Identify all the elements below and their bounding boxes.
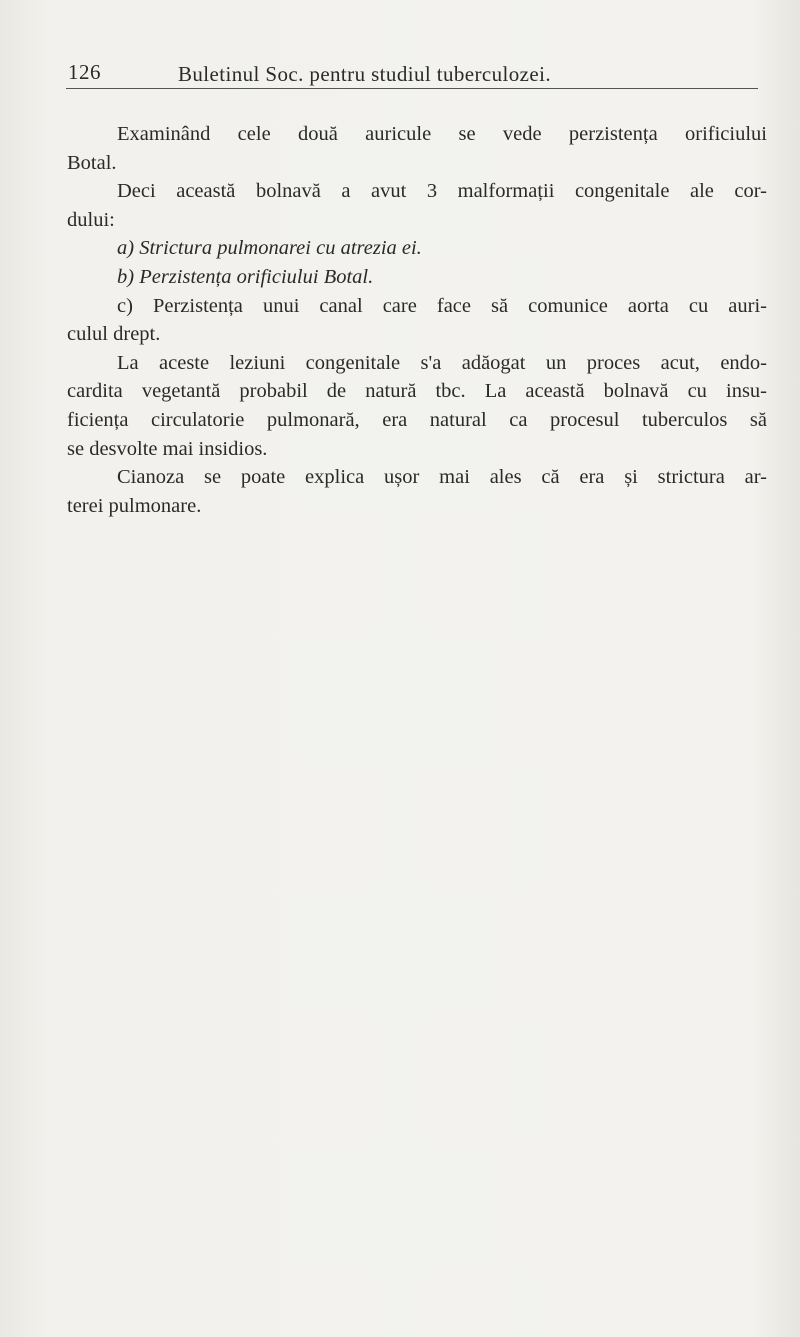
text-line: Examinând cele două auricule se vede perzistența orificiului [117, 123, 767, 145]
text-line: Cianoza se poate explica ușor mai ales că era și strictura ar- [117, 466, 767, 489]
running-title: Buletinul Soc. pentru studiul tuberculozei. [178, 62, 551, 86]
body-text [67, 120, 767, 520]
header-rule [66, 88, 758, 89]
list-item-b: b) Perzistența orificiului Botal. [117, 265, 374, 288]
text-line: dului: [67, 208, 115, 231]
text-line: se desvolte mai insidios. [67, 437, 268, 460]
text-line: culul drept. [67, 323, 161, 346]
text-line: ficiența circulatorie pulmonară, era natural ca procesul tuberculos să [67, 408, 767, 431]
text-line: La aceste leziuni congenitale s'a adăogat un proces acut, endo- [117, 351, 767, 374]
text-line: Deci această bolnavă a avut 3 malformații congenitale ale cor- [117, 180, 767, 203]
list-item-a: a) Strictura pulmonarei cu atrezia ei. [117, 237, 422, 260]
text-line: Botal. [67, 151, 117, 174]
text-line: cardita vegetantă probabil de natură tbc. La această bolnavă cu insu- [67, 380, 767, 403]
page-number: 126 [68, 60, 101, 84]
page-header [66, 60, 758, 90]
list-item-c: c) Perzistența unui canal care face să comunice aorta cu auri- [117, 294, 767, 317]
text-line: terei pulmonare. [67, 494, 202, 517]
